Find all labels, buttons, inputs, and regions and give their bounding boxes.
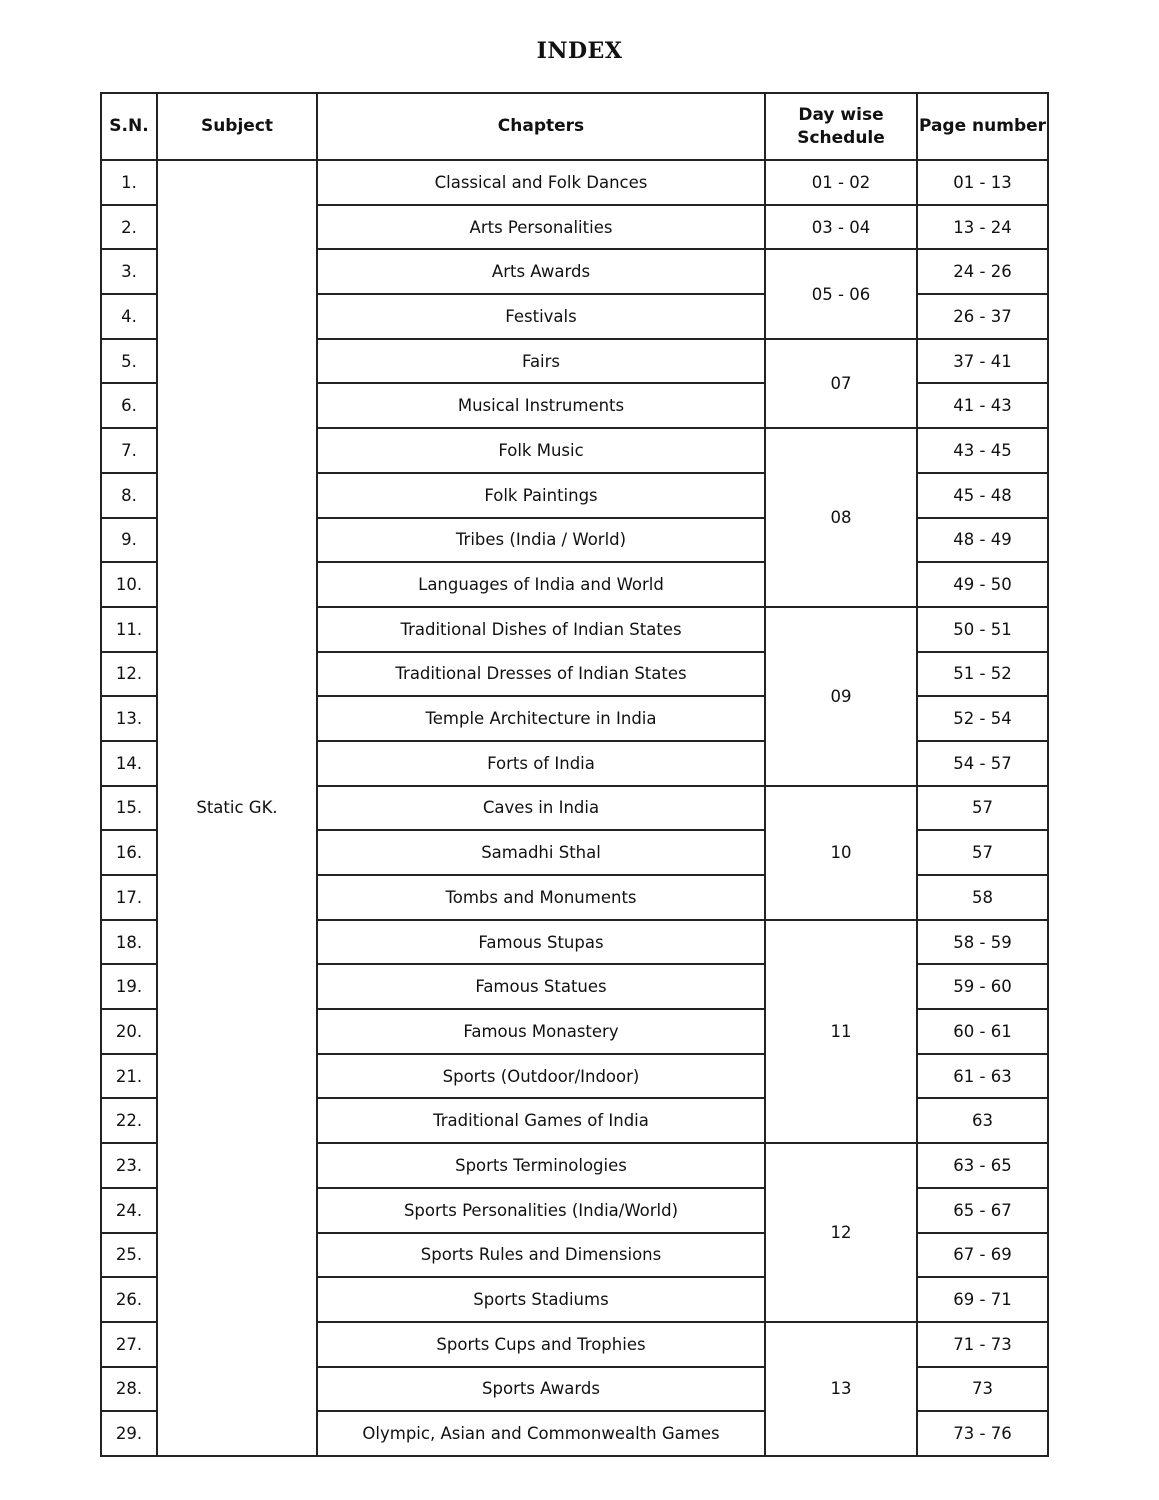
serial-number: 24. — [101, 1188, 157, 1233]
chapter-cell: Traditional Games of India — [317, 1098, 765, 1143]
index-body — [101, 160, 1048, 1456]
page-number-cell: 50 - 51 — [917, 607, 1048, 652]
serial-number: 27. — [101, 1322, 157, 1367]
page-number-cell: 45 - 48 — [917, 473, 1048, 518]
chapter-cell: Arts Awards — [317, 249, 765, 294]
chapter-cell: Traditional Dresses of Indian States — [317, 652, 765, 697]
page-number-cell: 48 - 49 — [917, 518, 1048, 563]
chapter-cell: Sports Stadiums — [317, 1277, 765, 1322]
serial-number: 2. — [101, 205, 157, 250]
header-page-number: Page number — [917, 93, 1048, 160]
header-sn: S.N. — [101, 93, 157, 160]
chapter-cell: Tribes (India / World) — [317, 518, 765, 563]
serial-number: 16. — [101, 830, 157, 875]
chapter-cell: Samadhi Sthal — [317, 830, 765, 875]
chapter-cell: Sports (Outdoor/Indoor) — [317, 1054, 765, 1099]
page-number-cell: 26 - 37 — [917, 294, 1048, 339]
table-row — [101, 160, 1048, 205]
page-number-cell: 67 - 69 — [917, 1233, 1048, 1278]
chapter-cell: Folk Paintings — [317, 473, 765, 518]
page-number-cell: 63 — [917, 1098, 1048, 1143]
page-number-cell: 01 - 13 — [917, 160, 1048, 205]
serial-number: 28. — [101, 1367, 157, 1412]
page-number-cell: 65 - 67 — [917, 1188, 1048, 1233]
day-schedule-cell: 07 — [765, 339, 917, 428]
serial-number: 18. — [101, 920, 157, 965]
page-number-cell: 60 - 61 — [917, 1009, 1048, 1054]
chapter-cell: Fairs — [317, 339, 765, 384]
chapter-cell: Sports Personalities (India/World) — [317, 1188, 765, 1233]
chapter-cell: Sports Rules and Dimensions — [317, 1233, 765, 1278]
serial-number: 20. — [101, 1009, 157, 1054]
day-schedule-cell: 05 - 06 — [765, 249, 917, 338]
chapter-cell: Classical and Folk Dances — [317, 160, 765, 205]
day-schedule-cell: 01 - 02 — [765, 160, 917, 205]
header-day-line1: Day wise — [798, 104, 884, 125]
day-schedule-cell: 12 — [765, 1143, 917, 1322]
header-subject: Subject — [157, 93, 317, 160]
header-chapters: Chapters — [317, 93, 765, 160]
page-number-cell: 71 - 73 — [917, 1322, 1048, 1367]
page-number-cell: 54 - 57 — [917, 741, 1048, 786]
chapter-cell: Tombs and Monuments — [317, 875, 765, 920]
chapter-cell: Traditional Dishes of Indian States — [317, 607, 765, 652]
serial-number: 5. — [101, 339, 157, 384]
serial-number: 1. — [101, 160, 157, 205]
chapter-cell: Temple Architecture in India — [317, 696, 765, 741]
chapter-cell: Sports Cups and Trophies — [317, 1322, 765, 1367]
header-row — [101, 93, 1048, 160]
page-number-cell: 37 - 41 — [917, 339, 1048, 384]
serial-number: 9. — [101, 518, 157, 563]
serial-number: 13. — [101, 696, 157, 741]
serial-number: 15. — [101, 786, 157, 831]
page-number-cell: 58 - 59 — [917, 920, 1048, 965]
page-number-cell: 73 - 76 — [917, 1411, 1048, 1456]
serial-number: 3. — [101, 249, 157, 294]
serial-number: 10. — [101, 562, 157, 607]
serial-number: 22. — [101, 1098, 157, 1143]
page-number-cell: 69 - 71 — [917, 1277, 1048, 1322]
chapter-cell: Arts Personalities — [317, 205, 765, 250]
page-number-cell: 13 - 24 — [917, 205, 1048, 250]
serial-number: 23. — [101, 1143, 157, 1188]
serial-number: 26. — [101, 1277, 157, 1322]
page-number-cell: 58 — [917, 875, 1048, 920]
index-table — [100, 92, 1049, 1457]
serial-number: 4. — [101, 294, 157, 339]
serial-number: 29. — [101, 1411, 157, 1456]
chapter-cell: Languages of India and World — [317, 562, 765, 607]
page-number-cell: 43 - 45 — [917, 428, 1048, 473]
serial-number: 12. — [101, 652, 157, 697]
chapter-cell: Famous Statues — [317, 964, 765, 1009]
serial-number: 19. — [101, 964, 157, 1009]
day-schedule-cell: 11 — [765, 920, 917, 1143]
chapter-cell: Famous Stupas — [317, 920, 765, 965]
chapter-cell: Sports Awards — [317, 1367, 765, 1412]
chapter-cell: Festivals — [317, 294, 765, 339]
chapter-cell: Caves in India — [317, 786, 765, 831]
day-schedule-cell: 09 — [765, 607, 917, 786]
day-schedule-cell: 08 — [765, 428, 917, 607]
page-number-cell: 51 - 52 — [917, 652, 1048, 697]
chapter-cell: Musical Instruments — [317, 383, 765, 428]
serial-number: 25. — [101, 1233, 157, 1278]
chapter-cell: Famous Monastery — [317, 1009, 765, 1054]
chapter-cell: Folk Music — [317, 428, 765, 473]
serial-number: 21. — [101, 1054, 157, 1099]
header-day-line2: Schedule — [797, 127, 885, 148]
page-number-cell: 24 - 26 — [917, 249, 1048, 294]
page-number-cell: 57 — [917, 830, 1048, 875]
serial-number: 6. — [101, 383, 157, 428]
page-number-cell: 59 - 60 — [917, 964, 1048, 1009]
serial-number: 17. — [101, 875, 157, 920]
serial-number: 14. — [101, 741, 157, 786]
page-number-cell: 63 - 65 — [917, 1143, 1048, 1188]
chapter-cell: Sports Terminologies — [317, 1143, 765, 1188]
chapter-cell: Forts of India — [317, 741, 765, 786]
day-schedule-cell: 03 - 04 — [765, 205, 917, 250]
header-day-schedule — [765, 93, 917, 160]
serial-number: 7. — [101, 428, 157, 473]
chapter-cell: Olympic, Asian and Commonwealth Games — [317, 1411, 765, 1456]
day-schedule-cell: 13 — [765, 1322, 917, 1456]
page-number-cell: 52 - 54 — [917, 696, 1048, 741]
serial-number: 11. — [101, 607, 157, 652]
page-number-cell: 73 — [917, 1367, 1048, 1412]
page-number-cell: 41 - 43 — [917, 383, 1048, 428]
day-schedule-cell: 10 — [765, 786, 917, 920]
page-number-cell: 49 - 50 — [917, 562, 1048, 607]
serial-number: 8. — [101, 473, 157, 518]
page-number-cell: 57 — [917, 786, 1048, 831]
page-number-cell: 61 - 63 — [917, 1054, 1048, 1099]
subject-cell: Static GK. — [157, 160, 317, 1456]
page-title: INDEX — [536, 38, 623, 64]
